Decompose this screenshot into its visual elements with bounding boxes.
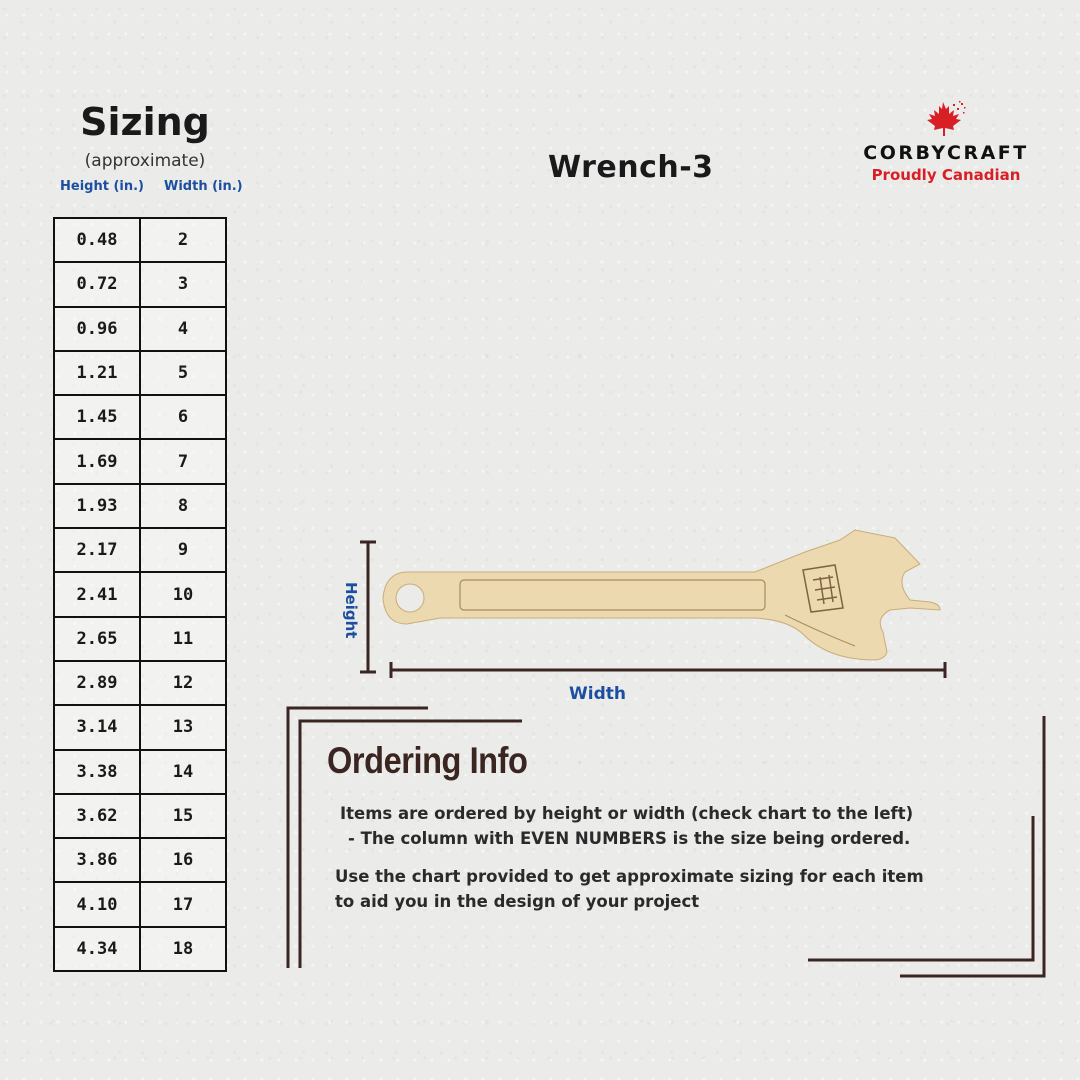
height-cell: 0.72 bbox=[54, 262, 140, 306]
width-cell: 6 bbox=[140, 395, 226, 439]
height-column-header: Height (in.) bbox=[60, 179, 144, 194]
width-cell: 7 bbox=[140, 439, 226, 483]
height-cell: 4.10 bbox=[54, 882, 140, 926]
ordering-line-4: to aid you in the design of your project bbox=[335, 892, 700, 911]
width-cell: 15 bbox=[140, 794, 226, 838]
table-row bbox=[54, 838, 226, 882]
table-row bbox=[54, 617, 226, 661]
height-cell: 1.93 bbox=[54, 484, 140, 528]
width-cell: 10 bbox=[140, 572, 226, 616]
table-row bbox=[54, 528, 226, 572]
table-row bbox=[54, 351, 226, 395]
size-table bbox=[53, 217, 227, 972]
table-row bbox=[54, 572, 226, 616]
width-cell: 4 bbox=[140, 307, 226, 351]
table-row bbox=[54, 218, 226, 262]
width-cell: 12 bbox=[140, 661, 226, 705]
height-cell: 2.89 bbox=[54, 661, 140, 705]
wrench-diagram bbox=[335, 520, 955, 685]
width-cell: 8 bbox=[140, 484, 226, 528]
width-cell: 2 bbox=[140, 218, 226, 262]
table-row bbox=[54, 484, 226, 528]
table-row bbox=[54, 882, 226, 926]
width-cell: 13 bbox=[140, 705, 226, 749]
height-cell: 0.96 bbox=[54, 307, 140, 351]
width-cell: 14 bbox=[140, 750, 226, 794]
height-cell: 4.34 bbox=[54, 927, 140, 971]
width-cell: 5 bbox=[140, 351, 226, 395]
height-cell: 3.14 bbox=[54, 705, 140, 749]
sizing-subtitle: (approximate) bbox=[84, 151, 206, 171]
table-row bbox=[54, 927, 226, 971]
width-cell: 17 bbox=[140, 882, 226, 926]
table-row bbox=[54, 750, 226, 794]
height-cell: 3.86 bbox=[54, 838, 140, 882]
table-row bbox=[54, 395, 226, 439]
ordering-title: Ordering Info bbox=[327, 740, 528, 781]
width-label: Width bbox=[569, 684, 626, 704]
table-row bbox=[54, 661, 226, 705]
width-dimension-line bbox=[391, 662, 945, 678]
brand-name: CORBYCRAFT bbox=[863, 142, 1029, 164]
wrench-shape bbox=[383, 530, 940, 660]
width-cell: 16 bbox=[140, 838, 226, 882]
width-cell: 18 bbox=[140, 927, 226, 971]
table-row bbox=[54, 307, 226, 351]
table-row bbox=[54, 439, 226, 483]
sizing-title: Sizing bbox=[80, 100, 210, 144]
height-cell: 1.45 bbox=[54, 395, 140, 439]
ordering-line-1: Items are ordered by height or width (check chart to the left) bbox=[340, 804, 914, 823]
width-cell: 3 bbox=[140, 262, 226, 306]
ordering-line-3: Use the chart provided to get approximate sizing for each item bbox=[335, 867, 924, 886]
height-cell: 1.21 bbox=[54, 351, 140, 395]
width-cell: 9 bbox=[140, 528, 226, 572]
height-cell: 2.65 bbox=[54, 617, 140, 661]
table-row bbox=[54, 262, 226, 306]
width-column-header: Width (in.) bbox=[164, 179, 243, 194]
table-row bbox=[54, 705, 226, 749]
height-dimension-line bbox=[360, 542, 376, 672]
maple-leaf-icon bbox=[923, 100, 969, 142]
height-cell: 3.38 bbox=[54, 750, 140, 794]
ordering-line-2: - The column with EVEN NUMBERS is the size being ordered. bbox=[348, 829, 911, 848]
brand-tagline: Proudly Canadian bbox=[871, 166, 1021, 184]
brand-logo bbox=[858, 100, 1034, 184]
table-row bbox=[54, 794, 226, 838]
width-cell: 11 bbox=[140, 617, 226, 661]
height-cell: 0.48 bbox=[54, 218, 140, 262]
height-cell: 3.62 bbox=[54, 794, 140, 838]
height-cell: 2.17 bbox=[54, 528, 140, 572]
product-title: Wrench-3 bbox=[548, 150, 714, 185]
height-cell: 2.41 bbox=[54, 572, 140, 616]
height-label: Height bbox=[342, 582, 360, 639]
height-cell: 1.69 bbox=[54, 439, 140, 483]
